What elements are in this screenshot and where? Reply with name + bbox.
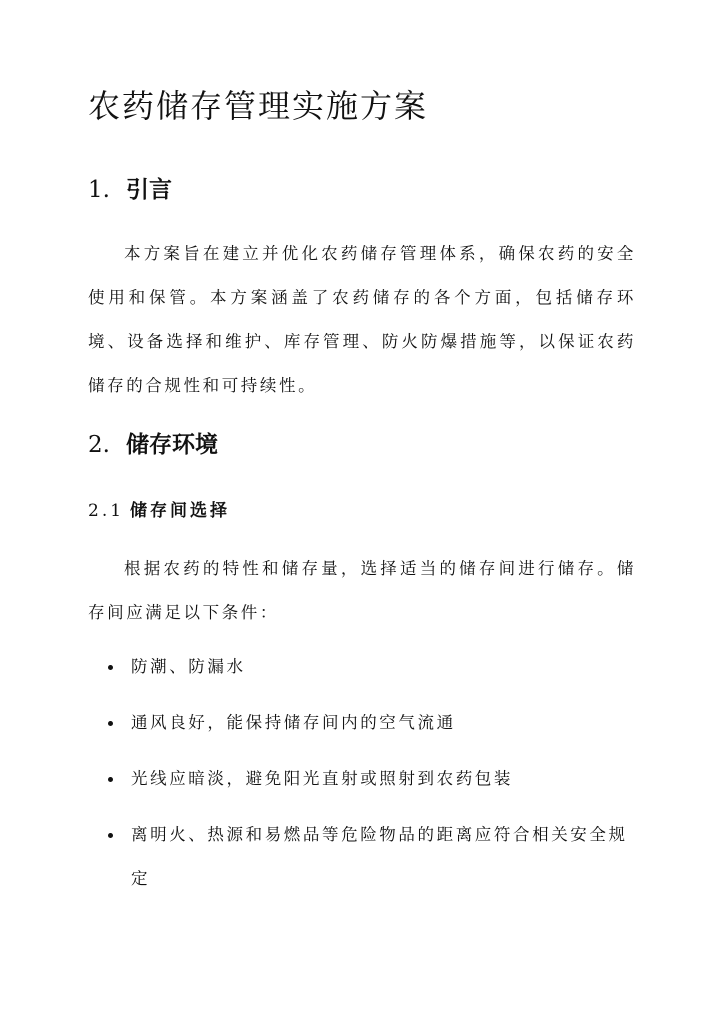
list-item-text: 光线应暗淡，避免阳光直射或照射到农药包装 — [131, 769, 513, 788]
section-title: 储存环境 — [126, 431, 218, 458]
storage-conditions-list — [88, 645, 636, 913]
storage-room-paragraph: 根据农药的特性和储存量，选择适当的储存间进行储存。储存间应满足以下条件： — [88, 559, 636, 622]
subsection-title: 储存间选择 — [130, 501, 231, 521]
bullet-dot-icon — [108, 833, 113, 838]
section-heading-introduction — [88, 174, 172, 206]
subsection-number: 2.1 — [88, 501, 125, 521]
bullet-dot-icon — [108, 665, 113, 670]
list-item — [88, 757, 636, 801]
list-item — [88, 645, 636, 689]
section-number: 2. — [88, 432, 110, 458]
list-item-text: 防潮、防漏水 — [131, 657, 246, 676]
list-item — [88, 813, 636, 901]
subsection-heading-storage-room-selection — [88, 498, 230, 524]
list-item-text: 通风良好，能保持储存间内的空气流通 — [131, 713, 456, 732]
bullet-dot-icon — [108, 721, 113, 726]
list-item-text: 离明火、热源和易燃品等危险物品的距离应符合相关安全规定 — [131, 825, 628, 888]
section-heading-storage-environment — [88, 429, 218, 461]
bullet-dot-icon — [108, 777, 113, 782]
section-title: 引言 — [126, 176, 172, 203]
introduction-paragraph: 本方案旨在建立并优化农药储存管理体系，确保农药的安全使用和保管。本方案涵盖了农药储存的各个方面，包括储存环境、设备选择和维护、库存管理、防火防爆措施等，以保证农药储存的合规性和可持续性。 — [88, 244, 636, 395]
list-item — [88, 701, 636, 745]
document-title: 农药储存管理实施方案 — [88, 87, 429, 125]
section-number: 1. — [88, 177, 110, 203]
